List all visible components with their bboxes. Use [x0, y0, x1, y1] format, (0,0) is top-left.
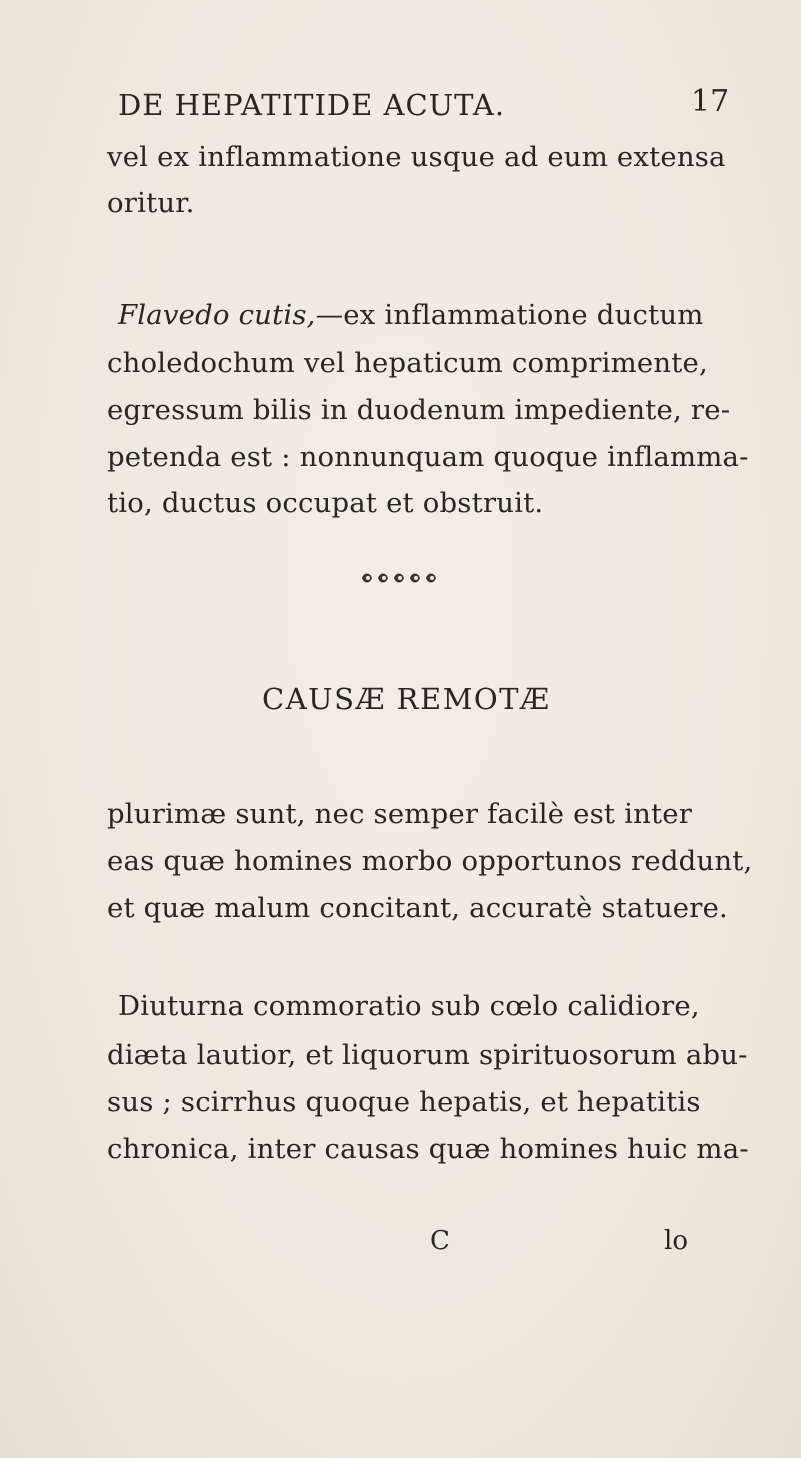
text-line: sus ; scirrhus quoque hepatis, et hepatitis — [107, 1086, 701, 1118]
text-line: chronica, inter causas quæ homines huic ma- — [107, 1133, 749, 1165]
text-line — [118, 299, 704, 331]
text-line: Diuturna commoratio sub cœlo calidiore, — [118, 990, 700, 1022]
text-line: tio, ductus occupat et obstruit. — [107, 487, 544, 519]
section-heading: CAUSÆ REMOTÆ — [262, 682, 551, 716]
text-line: diæta lautior, et liquorum spirituosorum abu- — [107, 1039, 748, 1071]
italic-lead: Flavedo cutis, — [118, 299, 316, 331]
text-line: plurimæ sunt, nec semper facilè est inter — [107, 798, 693, 830]
text-line: eas quæ homines morbo opportunos reddunt, — [107, 845, 753, 877]
text-line: petenda est : nonnunquam quoque inflamma- — [107, 441, 749, 473]
text-line: et quæ malum concitant, accuratè statuere. — [107, 892, 728, 924]
fleuron-row-icon — [360, 570, 444, 586]
page-number: 17 — [691, 84, 730, 119]
text-line: egressum bilis in duodenum impediente, re- — [107, 394, 731, 426]
text-line: oritur. — [107, 187, 195, 219]
running-title: DE HEPATITIDE ACUTA. — [118, 88, 506, 122]
text-line: vel ex inflammatione usque ad eum extensa — [107, 141, 726, 173]
signature-mark: C — [430, 1226, 450, 1256]
text-line: choledochum vel hepaticum comprimente, — [107, 347, 708, 379]
lead-rest: —ex inflammatione ductum — [315, 299, 704, 331]
catchword: lo — [664, 1226, 688, 1256]
